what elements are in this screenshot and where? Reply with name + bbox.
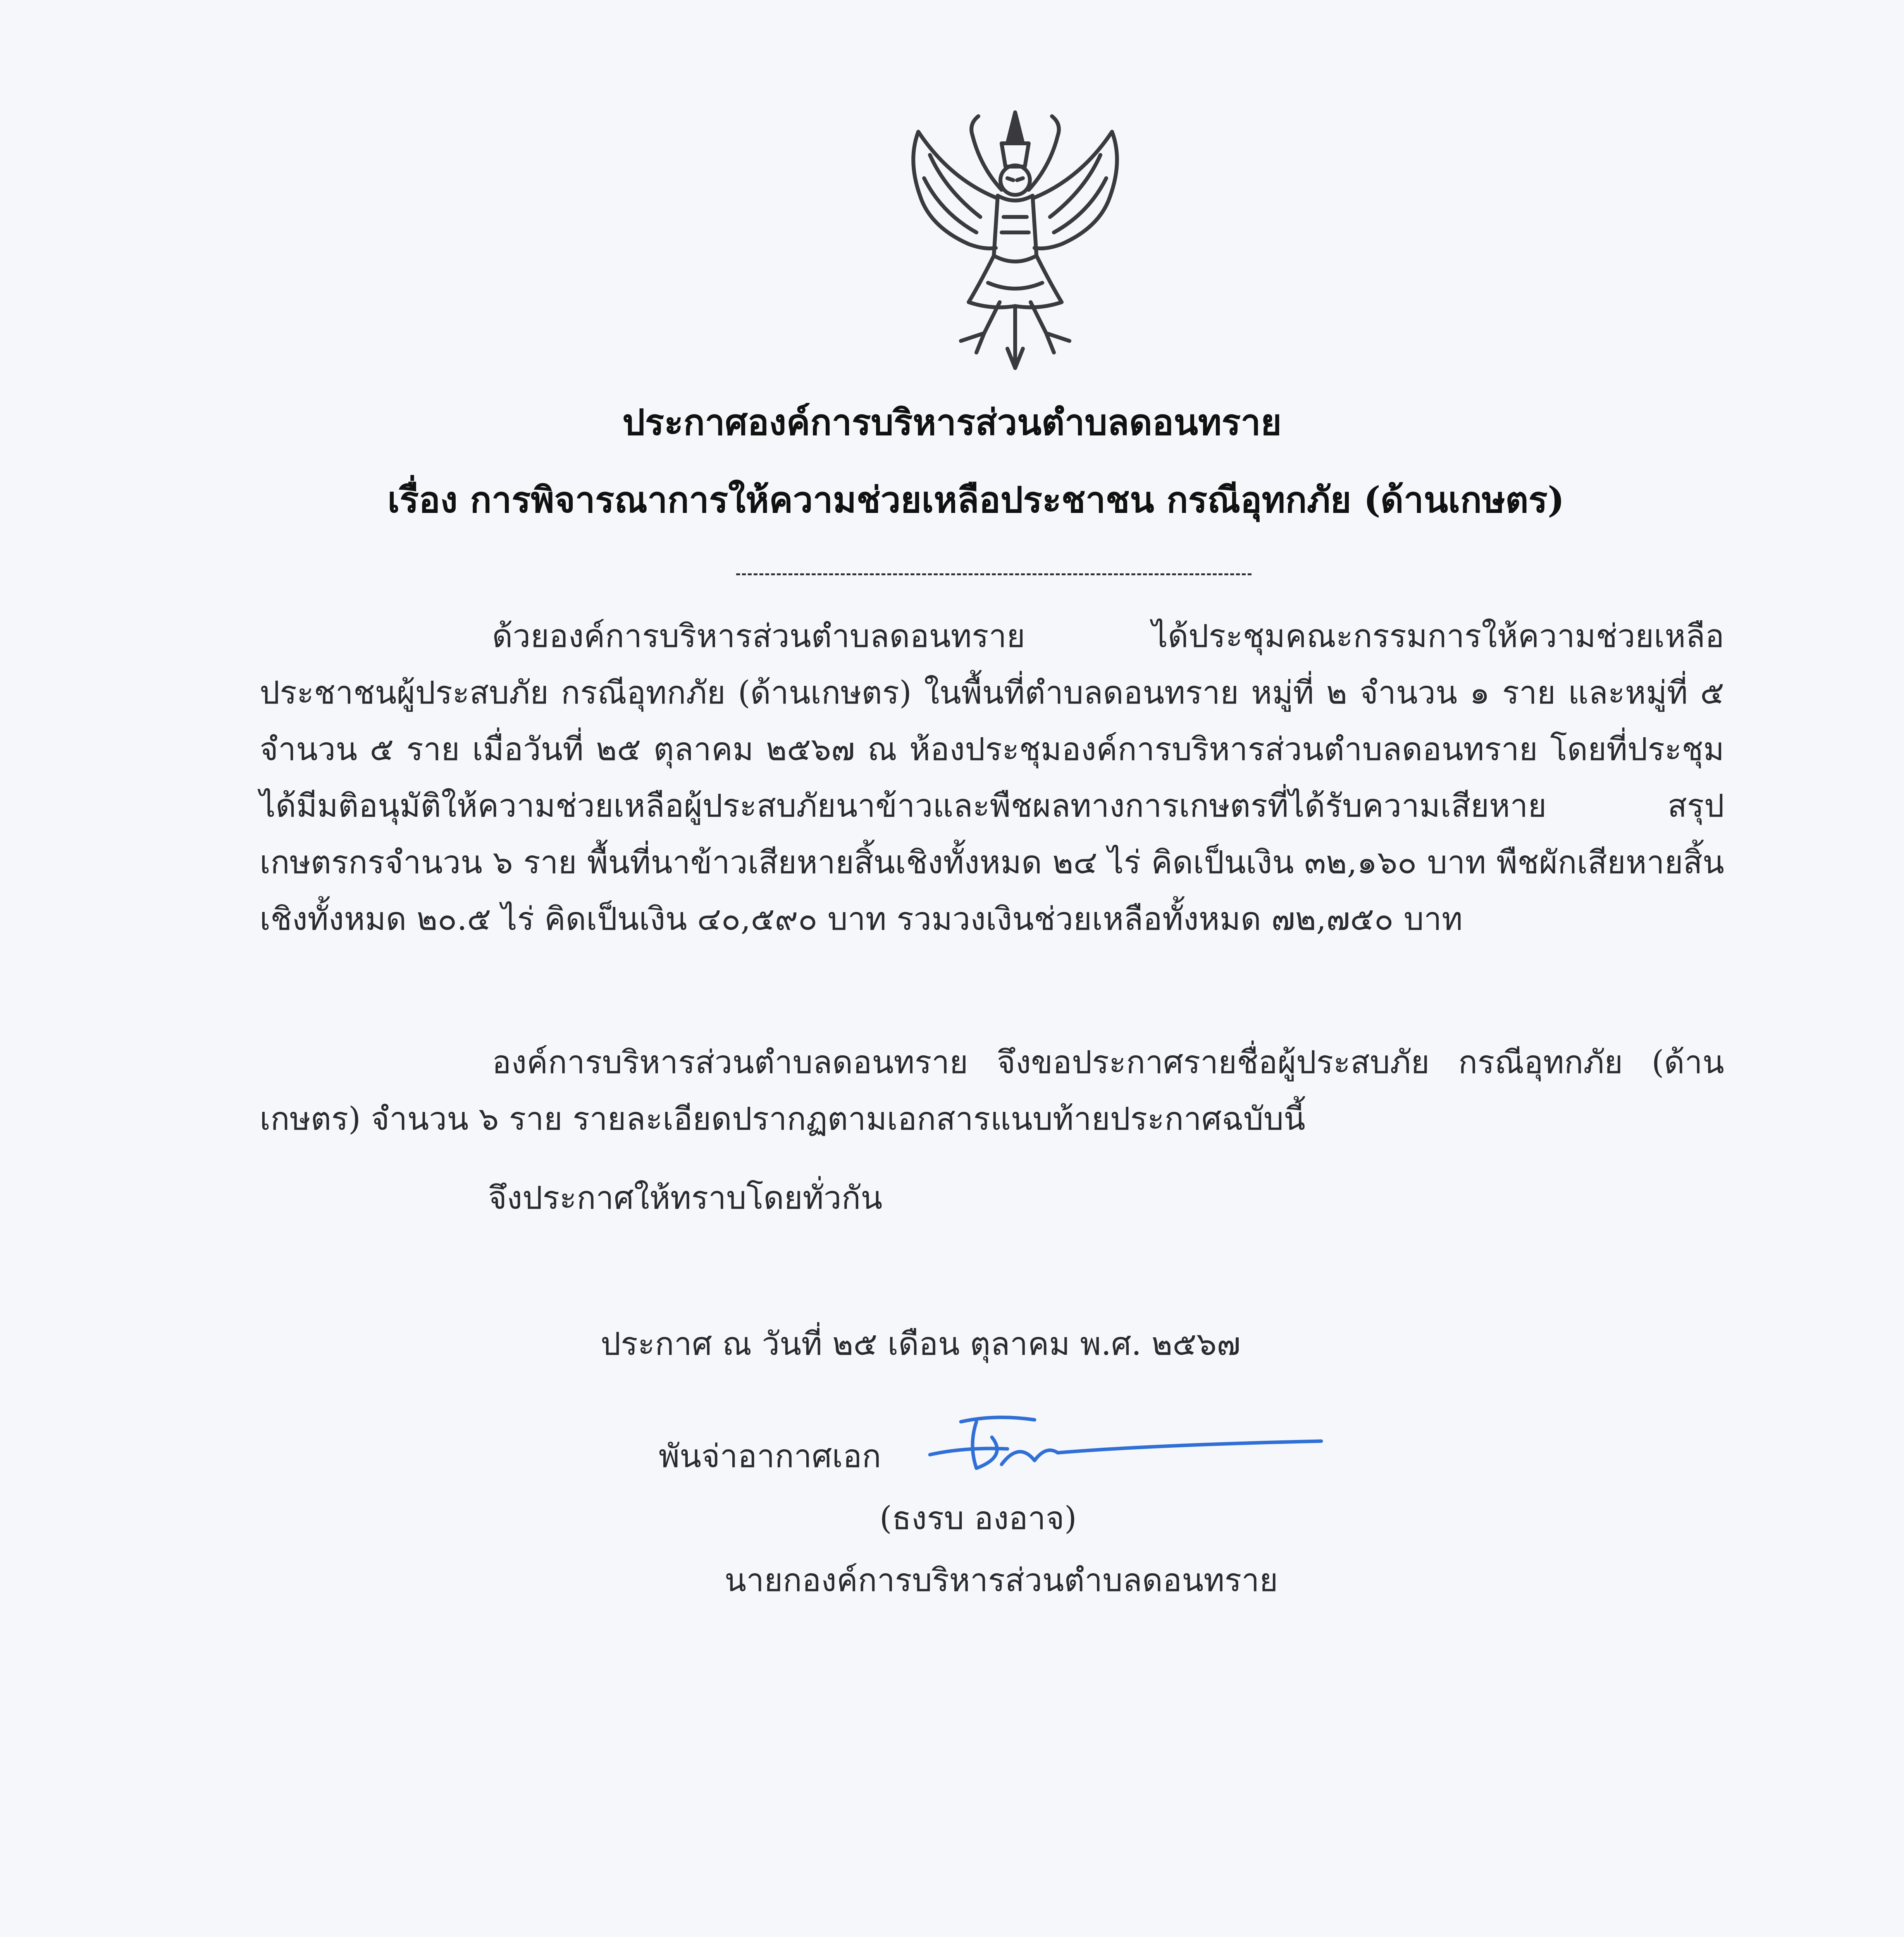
body-paragraph-3: จึงประกาศให้ทราบโดยทั่วกัน [488, 1180, 883, 1216]
announcement-subject: เรื่อง การพิจารณาการให้ความช่วยเหลือประชาชน กรณีอุทกภัย (ด้านเกษตร) [387, 479, 1565, 521]
body-paragraph-1-text: ด้วยองค์การบริหารส่วนตำบลดอนทราย ได้ประชุมคณะกรรมการให้ความช่วยเหลือประชาชนผู้ประสบภัย กรณีอุทกภัย (ด้านเกษตร) ในพื้นที่ตำบลดอนทราย หมู่ที่ ๒ จำนวน ๑ ราย และหมู่ที่ ๕ จำนวน ๕ ราย เมื่อวันที่ ๒๕ ตุลาคม ๒๕๖๗ ณ ห้องประชุมองค์การบริหารส่วนตำบลดอนทราย โดยที่ประชุมได้มีมติอนุมัติให้ความช่วยเหลือผู้ประสบภัยนาข้าวและพืชผลทางการเกษตรที่ได้รับความเสียหาย สรุปเกษตรกรจำนวน ๖ ราย พื้นที่นาข้าวเสียหายสิ้นเชิงทั้งหมด ๒๔ ไร่ คิดเป็นเงิน ๓๒,๑๖๐ บาท พืชผักเสียหายสิ้นเชิงทั้งหมด ๒๐.๕ ไร่ คิดเป็นเงิน ๔๐,๕๙๐ บาท รวมวงเงินช่วยเหลือทั้งหมด ๗๒,๗๕๐ บาท [260, 618, 1724, 938]
announcement-date: ประกาศ ณ วันที่ ๒๕ เดือน ตุลาคม พ.ศ. ๒๕๖๗ [601, 1326, 1241, 1362]
body-paragraph-2-text: องค์การบริหารส่วนตำบลดอนทราย จึงขอประกาศรายชื่อผู้ประสบภัย กรณีอุทกภัย (ด้านเกษตร) จำนวน ๖ ราย รายละเอียดปรากฏตามเอกสารแนบท้ายประกาศฉบับนี้ [260, 1044, 1724, 1137]
signer-name: (ธงรบ องอาจ) [880, 1500, 1077, 1537]
body-paragraph-2 [260, 1034, 1724, 1147]
signer-position: นายกองค์การบริหารส่วนตำบลดอนทราย [725, 1562, 1278, 1599]
title-divider [736, 573, 1252, 575]
garuda-emblem-icon [891, 101, 1139, 372]
signer-rank: พันจ่าอากาศเอก [659, 1438, 881, 1475]
handwritten-signature-icon [918, 1410, 1329, 1476]
announcement-title: ประกาศองค์การบริหารส่วนตำบลดอนทราย [622, 401, 1282, 443]
body-paragraph-1 [260, 608, 1724, 948]
